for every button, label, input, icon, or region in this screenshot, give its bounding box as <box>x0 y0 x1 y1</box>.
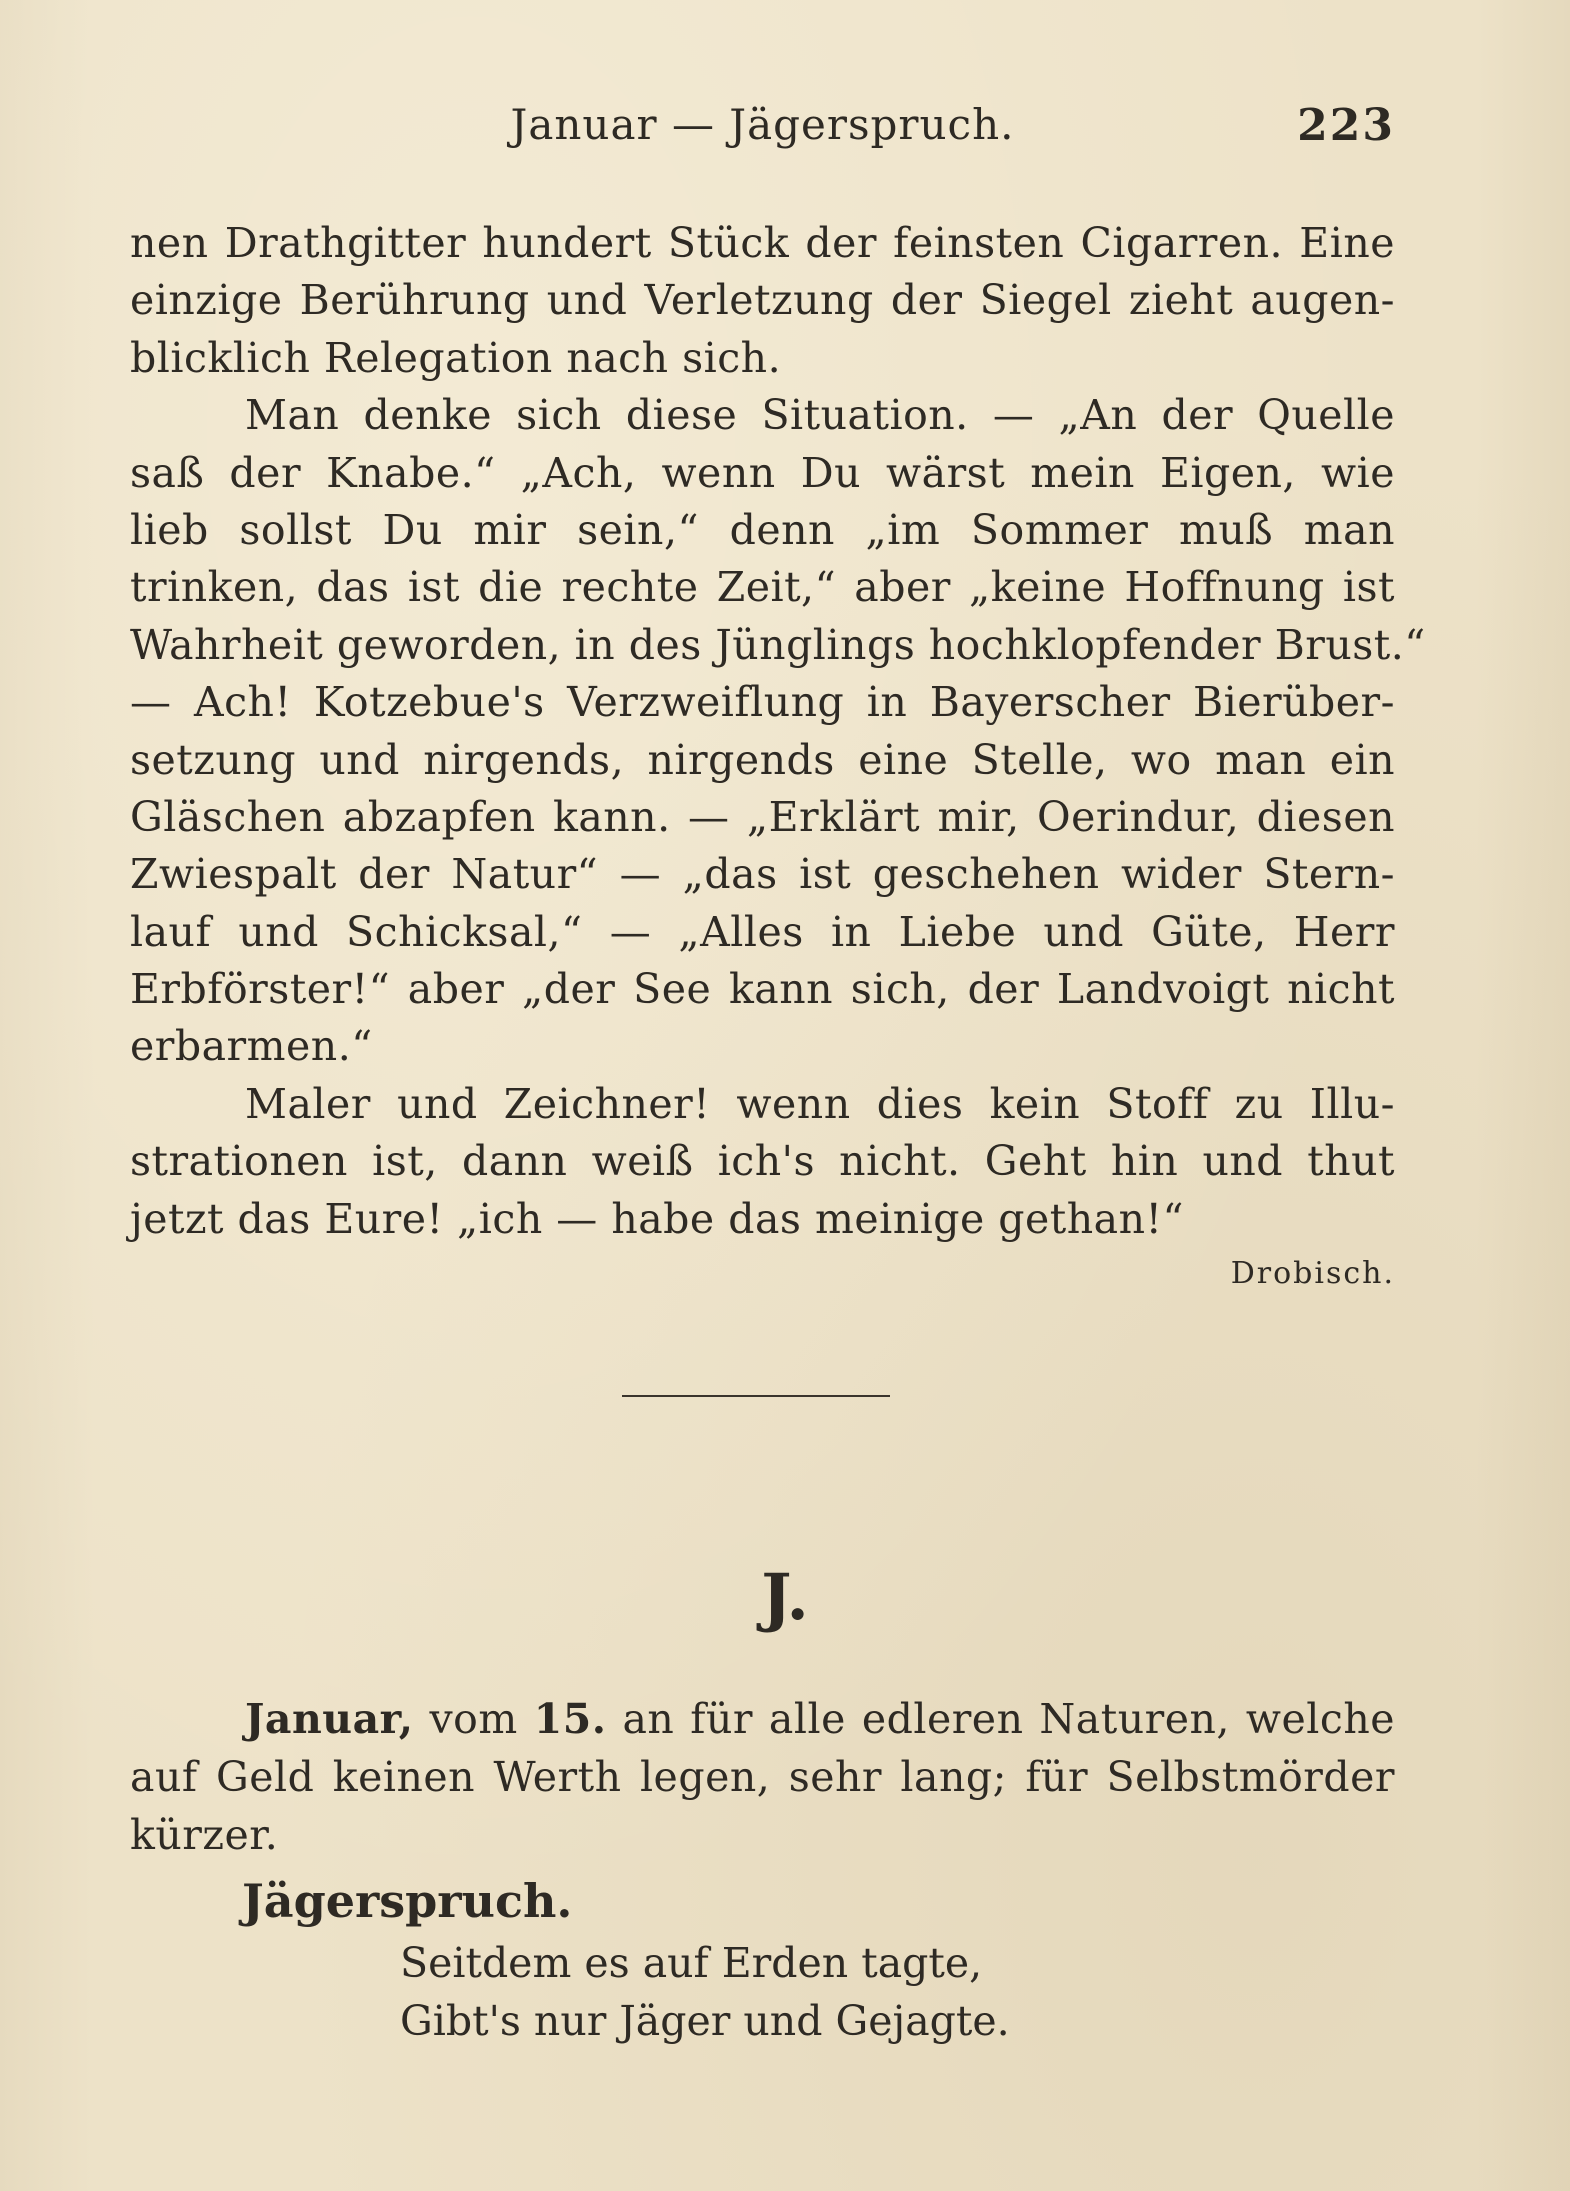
entry-line <box>130 1690 1395 1748</box>
entry-line: auf Geld keinen Werth legen, sehr lang; für Selbstmörder <box>130 1753 1395 1801</box>
text-line: erbarmen.“ <box>130 1022 373 1071</box>
text-line: strationen ist, dann weiß ich's nicht. Geht hin und thut <box>130 1137 1395 1186</box>
running-head: Januar — Jägerspruch. <box>510 100 1015 149</box>
verse-line: Seitdem es auf Erden tagte, <box>400 1939 983 1987</box>
text-line: jetzt das Eure! „ich — habe das meinige gethan!“ <box>130 1194 1184 1243</box>
text-line: lauf und Schicksal,“ — „Alles in Liebe und Güte, Herr <box>130 907 1395 956</box>
text-line: Erbförster!“ aber „der See kann sich, der Landvoigt nicht <box>130 965 1395 1014</box>
signature-row <box>130 1248 1395 1308</box>
text-line: Gläschen abzapfen kann. — „Erklärt mir, Oerindur, diesen <box>130 792 1395 841</box>
text-line: Zwiespalt der Natur“ — „das ist geschehen wider Stern- <box>130 850 1395 899</box>
text-line: Maler und Zeichner! wenn dies kein Stoff zu Illu- <box>245 1079 1395 1128</box>
verse-line: Gibt's nur Jäger und Gejagte. <box>400 1997 1010 2045</box>
signature: Drobisch. <box>1230 1256 1395 1292</box>
text-line: blicklich Relegation nach sich. <box>130 333 782 382</box>
text-line: setzung und nirgends, nirgends eine Stelle, wo man ein <box>130 735 1395 784</box>
entry-text: vom <box>413 1695 534 1743</box>
page-number: 223 <box>1297 100 1395 151</box>
text-line: trinken, das ist die rechte Zeit,“ aber „keine Hoffnung ist <box>130 563 1395 612</box>
section-2-text <box>130 1690 1395 2050</box>
section-divider <box>622 1395 890 1397</box>
section-1-text <box>130 215 1426 1308</box>
entry-number: 15. <box>533 1695 607 1743</box>
text-line: saß der Knabe.“ „Ach, wenn Du wärst mein Eigen, wie <box>130 448 1395 497</box>
text-line: Wahrheit geworden, in des Jünglings hochklopfender Brust.“ <box>130 620 1426 669</box>
page-header <box>130 100 1395 160</box>
text-line: nen Drathgitter hundert Stück der feinsten Cigarren. Eine <box>130 219 1395 267</box>
text-line: lieb sollst Du mir sein,“ denn „im Sommer muß man <box>130 505 1395 554</box>
subheading: Jägerspruch. <box>242 1874 573 1928</box>
entry-line: kürzer. <box>130 1811 279 1859</box>
entry-lead-word: Januar, <box>245 1695 414 1743</box>
text-line: Man denke sich diese Situation. — „An der Quelle <box>245 391 1395 440</box>
entry-text: an für alle edleren Naturen, welche <box>606 1695 1395 1743</box>
text-line: — Ach! Kotzebue's Verzweiflung in Bayerscher Bierüber- <box>130 678 1395 727</box>
text-line: einzige Berührung und Verletzung der Siegel zieht augen- <box>130 276 1395 325</box>
section-letter: J. <box>761 1560 809 1635</box>
